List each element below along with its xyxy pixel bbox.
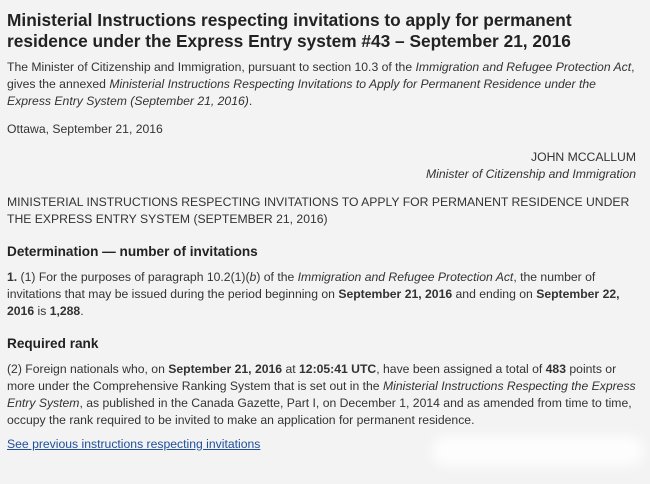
signature-block [7, 149, 642, 183]
section1-text: ) of the [256, 270, 298, 284]
section1-text: and ending on [452, 287, 537, 301]
watermark-blur [432, 436, 644, 466]
instructions-name: Ministerial Instructions Respecting the Express Entry System [7, 379, 636, 410]
section-heading-required-rank: Required rank [7, 336, 99, 351]
section1-text: is [34, 304, 50, 318]
act-name: Immigration and Refugee Protection Act [297, 270, 514, 284]
section2-text: , as published in the Canada Gazette, Part I, on December 1, 2014 and as amended from time to time, occupy the rank required to be invited to make an application for permanent residence. [7, 396, 632, 427]
minimum-points: 483 [545, 362, 566, 376]
place-date: Ottawa, September 21, 2016 [7, 122, 163, 136]
act-name: Immigration and Refugee Protection Act [415, 60, 632, 74]
draw-time: 12:05:41 UTC [299, 362, 377, 376]
instructions-caps-heading: MINISTERIAL INSTRUCTIONS RESPECTING INVITATIONS TO APPLY FOR PERMANENT RESIDENCE UNDER THE EXPRESS ENTRY SYSTEM (SEPTEMBER 21, 2016) [7, 195, 630, 226]
start-date: September 21, 2016 [338, 287, 453, 301]
section1-text: . [80, 304, 84, 318]
section2-text: points or more under the Comprehensive Ranking System that is set out in the [7, 362, 617, 393]
section2-text: (2) Foreign nationals who, on [7, 362, 169, 376]
section-heading-determination: Determination — number of invitations [7, 244, 258, 259]
section2-text: at [282, 362, 300, 376]
signature-name: JOHN MCCALLUM [531, 150, 636, 164]
end-date: September 22, 2016 [7, 287, 620, 318]
section1-paragraph [7, 269, 642, 320]
intro-paragraph [7, 59, 642, 110]
section2-paragraph [7, 361, 642, 429]
intro-text-1: The Minister of Citizenship and Immigration, pursuant to section 10.3 of the [7, 60, 416, 74]
page-title: Ministerial Instructions respecting invitations to apply for permanent residence under the Express Entry system #43 – September 21, 2016 [7, 10, 572, 51]
section1-text: , the number of invitations that may be issued during the period beginning on [7, 270, 596, 301]
section1-text: (1) For the purposes of paragraph 10.2(1)( [17, 270, 250, 284]
previous-instructions-link[interactable]: See previous instructions respecting invitations [7, 437, 261, 451]
intro-text-3: . [248, 94, 253, 108]
invitation-count: 1,288 [49, 304, 81, 318]
draw-date: September 21, 2016 [168, 362, 283, 376]
instructions-name: Ministerial Instructions Respecting Invitations to Apply for Permanent Residence under the Express Entry System (September 21, 2016) [7, 77, 596, 108]
section-number: 1. [7, 270, 18, 284]
signature-title: Minister of Citizenship and Immigration [426, 167, 636, 181]
section2-text: , have been assigned a total of [376, 362, 546, 376]
paragraph-letter: b [249, 270, 257, 284]
intro-text-2: , gives the annexed [7, 60, 635, 91]
